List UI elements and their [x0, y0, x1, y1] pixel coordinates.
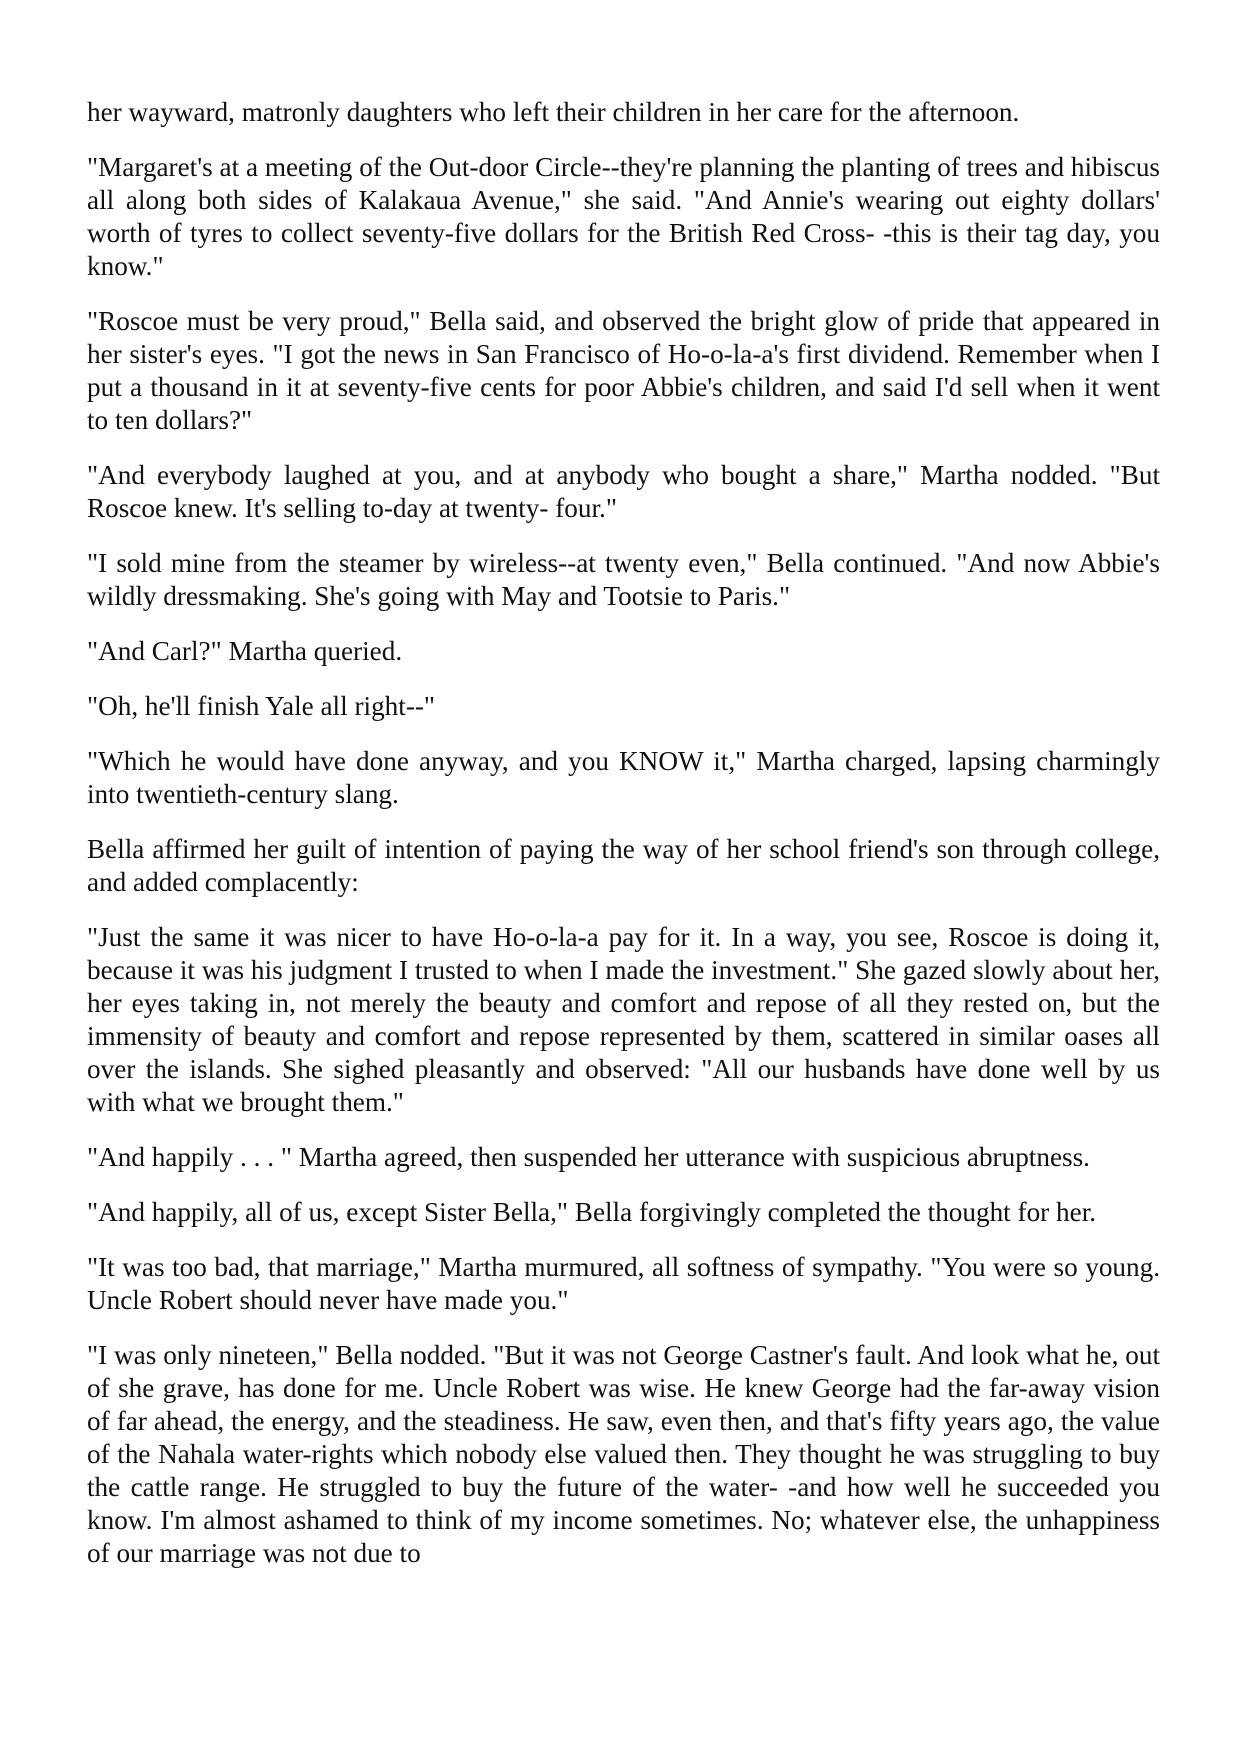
paragraph-10: "Just the same it was nicer to have Ho-o-la-a pay for it. In a way, you see, Roscoe is doing it, because it was his judgment I trusted to when I made the investment." She gazed slowly about her, her eyes taking in, not merely the beauty and comfort and repose of all they rested on, but the immensity of beauty and comfort and repose represented by them, scattered in similar oases all over the islands. She sighed pleasantly and observed: "All our husbands have done well by us with what we brought them." [87, 922, 1160, 1117]
page-body [87, 96, 1160, 1592]
paragraph-13: "It was too bad, that marriage," Martha murmured, all softness of sympathy. "You were so young. Uncle Robert should never have made you." [87, 1252, 1160, 1315]
paragraph-3: "Roscoe must be very proud," Bella said, and observed the bright glow of pride that appeared in her sister's eyes. "I got the news in San Francisco of Ho-o-la-a's first dividend. Remember when I put a thousand in it at seventy-five cents for poor Abbie's children, and said I'd sell when it went to ten dollars?" [87, 306, 1160, 435]
paragraph-2: "Margaret's at a meeting of the Out-door Circle--they're planning the planting of trees and hibiscus all along both sides of Kalakaua Avenue," she said. "And Annie's wearing out eighty dollars' worth of tyres to collect seventy-five dollars for the British Red Cross- -this is their tag day, you know." [87, 152, 1160, 281]
paragraph-11: "And happily . . . " Martha agreed, then suspended her utterance with suspicious abruptness. [87, 1142, 1090, 1172]
paragraph-12: "And happily, all of us, except Sister Bella," Bella forgivingly completed the thought for her. [87, 1197, 1097, 1227]
paragraph-8: "Which he would have done anyway, and you KNOW it," Martha charged, lapsing charmingly into twentieth-century slang. [87, 746, 1160, 809]
paragraph-1: her wayward, matronly daughters who left their children in her care for the afternoon. [87, 97, 1020, 127]
paragraph-7: "Oh, he'll finish Yale all right--" [87, 691, 436, 721]
paragraph-14: "I was only nineteen," Bella nodded. "But it was not George Castner's fault. And look what he, out of she grave, has done for me. Uncle Robert was wise. He knew George had the far-away vision of far ahead, the energy, and the steadiness. He saw, even then, and that's fifty years ago, the value of the Nahala water-rights which nobody else valued then. They thought he was struggling to buy the cattle range. He struggled to buy the future of the water- -and how well he succeeded you know. I'm almost ashamed to think of my income sometimes. No; whatever else, the unhappiness of our marriage was not due to [87, 1340, 1160, 1568]
paragraph-4: "And everybody laughed at you, and at anybody who bought a share," Martha nodded. "But Roscoe knew. It's selling to-day at twenty- four." [87, 460, 1160, 523]
paragraph-6: "And Carl?" Martha queried. [87, 636, 403, 666]
paragraph-9: Bella affirmed her guilt of intention of paying the way of her school friend's son through college, and added complacently: [87, 834, 1160, 897]
paragraph-5: "I sold mine from the steamer by wireless--at twenty even," Bella continued. "And now Abbie's wildly dressmaking. She's going with May and Tootsie to Paris." [87, 548, 1160, 611]
